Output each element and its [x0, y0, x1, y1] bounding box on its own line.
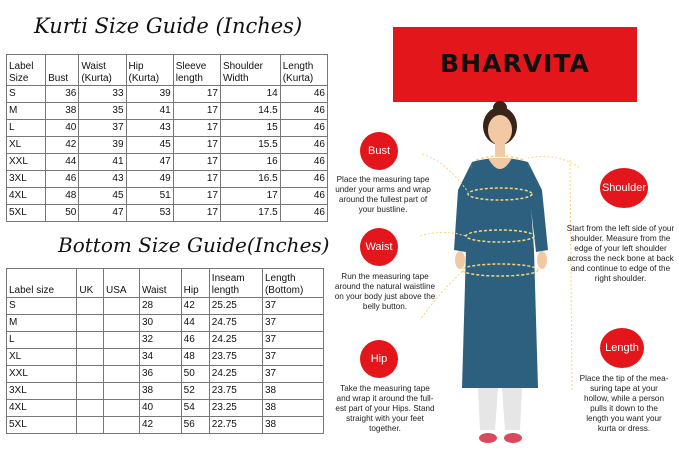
kurti-table-cell: 35 [79, 103, 126, 120]
kurti-table-cell: 5XL [7, 205, 46, 222]
bottom-col-header [103, 269, 139, 298]
bottom-table-row [7, 366, 324, 383]
bottom-table-cell [103, 349, 139, 366]
kurti-table-cell: 46 [280, 154, 327, 171]
waist-badge [360, 228, 398, 266]
bottom-table-cell: 23.75 [209, 349, 262, 366]
bottom-table-cell [77, 315, 104, 332]
kurti-table-cell: 45 [79, 188, 126, 205]
kurti-table-cell: 14 [220, 86, 280, 103]
waist-instruction-line: belly button. [362, 302, 408, 311]
bottom-table-cell: 37 [262, 349, 323, 366]
bust-badge [360, 132, 398, 170]
kurti-table-cell: 40 [46, 120, 79, 137]
bottom-table-cell: 25.25 [209, 298, 262, 315]
kurti-table-row [7, 86, 328, 103]
waist-instruction-line: Run the measuring tape [341, 272, 429, 281]
kurti-table-cell: 39 [126, 86, 173, 103]
kurti-header-text: Length [282, 61, 314, 72]
bust-instruction-line: your bustline. [358, 205, 408, 214]
kurti-table-cell: 17 [173, 103, 220, 120]
bust-label: Bust [367, 145, 390, 157]
bottom-table-cell [77, 400, 104, 417]
bottom-header-text: Inseam [211, 273, 245, 284]
kurti-header-text: Bust [48, 73, 69, 84]
kurti-table-cell: 43 [126, 120, 173, 137]
bottom-header-text: USA [105, 285, 127, 296]
kurti-table-cell: 46 [280, 137, 327, 154]
waist-instructions [328, 272, 442, 312]
bottom-col-header [181, 269, 209, 298]
bottom-table-cell [103, 315, 139, 332]
bottom-table-cell [77, 349, 104, 366]
bottom-table-cell: 48 [181, 349, 209, 366]
kurti-table-cell: 49 [126, 171, 173, 188]
bottom-table-row [7, 332, 324, 349]
kurti-col-header [126, 55, 173, 86]
kurti-table-cell: 42 [46, 137, 79, 154]
shoulder-instruction-line: Start from the left side of your [566, 224, 675, 233]
kurti-table-cell: 3XL [7, 171, 46, 188]
kurti-table-cell: 41 [126, 103, 173, 120]
kurti-table-cell: 36 [46, 86, 79, 103]
bottom-table-cell: 42 [139, 417, 181, 434]
bottom-table-cell: 37 [262, 315, 323, 332]
bottom-table-cell: XXL [7, 366, 77, 383]
bottom-table-cell: XL [7, 349, 77, 366]
kurti-table-cell: 17 [173, 171, 220, 188]
bottom-header-text: (Bottom) [264, 285, 304, 296]
kurti-col-header [280, 55, 327, 86]
kurti-size-guide-title: Kurti Size Guide (Inches) [34, 14, 303, 38]
bottom-table-cell: M [7, 315, 77, 332]
bottom-col-header [77, 269, 104, 298]
bust-instruction-line: Place the measuring tape [336, 175, 430, 184]
kurti-table-cell: 47 [126, 154, 173, 171]
bottom-table-row [7, 400, 324, 417]
kurti-table-cell: 41 [79, 154, 126, 171]
length-instruction-line: pulls it down to the [590, 404, 658, 413]
bottom-table-cell: 24.25 [209, 366, 262, 383]
kurti-header-row [7, 55, 328, 86]
bottom-size-guide-title: Bottom Size Guide(Inches) [58, 233, 330, 257]
kurti-table-cell: 33 [79, 86, 126, 103]
hip-instruction-line: together. [369, 424, 401, 433]
bottom-header-text: UK [79, 285, 94, 296]
bottom-table-cell [77, 332, 104, 349]
bottom-table-cell: 37 [262, 332, 323, 349]
kurti-table-cell: 46 [280, 86, 327, 103]
bottom-table-cell [103, 332, 139, 349]
length-label: Length [605, 342, 639, 354]
bottom-col-header [209, 269, 262, 298]
bottom-table-cell: 32 [139, 332, 181, 349]
bottom-table-cell: 23.75 [209, 383, 262, 400]
bottom-table-cell: L [7, 332, 77, 349]
bottom-table-cell [77, 417, 104, 434]
length-instruction-line: suring tape at your [590, 384, 658, 393]
bust-instruction-line: under your arms and wrap [335, 185, 431, 194]
bottom-table-cell: 46 [181, 332, 209, 349]
bust-instructions [328, 175, 438, 215]
kurti-table-cell: 17 [220, 188, 280, 205]
kurti-table-cell: L [7, 120, 46, 137]
kurti-table-cell: 17.5 [220, 205, 280, 222]
kurti-table-cell: 46 [280, 171, 327, 188]
kurti-table-row [7, 205, 328, 222]
bottom-table-cell: 24.25 [209, 332, 262, 349]
bottom-table-cell [77, 383, 104, 400]
brand-banner [393, 27, 637, 102]
kurti-table-cell: 47 [79, 205, 126, 222]
kurti-table-cell: 17 [173, 86, 220, 103]
bottom-table-cell: 38 [262, 417, 323, 434]
kurti-table-cell: XXL [7, 154, 46, 171]
kurti-header-text: Width [222, 73, 249, 84]
kurti-table-row [7, 103, 328, 120]
kurti-table-cell: 46 [280, 205, 327, 222]
kurti-table-cell: 16.5 [220, 171, 280, 188]
kurti-header-text: Label [9, 61, 34, 72]
bottom-header-text: Waist [141, 285, 167, 296]
kurti-header-text: length [175, 73, 203, 84]
kurti-table-cell: 16 [220, 154, 280, 171]
bottom-table-cell [103, 298, 139, 315]
kurti-size-table [6, 54, 328, 222]
kurti-col-header [46, 55, 79, 86]
bottom-table-cell: 28 [139, 298, 181, 315]
kurti-table-cell: 43 [79, 171, 126, 188]
bottom-table-cell: 38 [262, 400, 323, 417]
kurti-table-row [7, 137, 328, 154]
kurti-header-text: (Kurta) [282, 73, 314, 84]
length-instruction-line: hollow, while a person [583, 394, 665, 403]
kurti-table-cell: 17 [173, 120, 220, 137]
kurti-table-row [7, 120, 328, 137]
kurti-table-cell: 51 [126, 188, 173, 205]
bottom-col-header [7, 269, 77, 298]
shoulder-instruction-line: across the neck bone at back [567, 254, 674, 263]
bottom-table-cell: 22.75 [209, 417, 262, 434]
kurti-header-text: Sleeve [175, 61, 207, 72]
bottom-table-cell: 37 [262, 298, 323, 315]
brand-name: BHARVITA [440, 49, 590, 78]
kurti-header-text: Waist [81, 61, 106, 72]
kurti-table-cell: 14.5 [220, 103, 280, 120]
bottom-table-cell [77, 366, 104, 383]
kurti-table-cell: 17 [173, 154, 220, 171]
bottom-col-header [139, 269, 181, 298]
kurti-table-cell: 37 [79, 120, 126, 137]
bottom-table-cell: 54 [181, 400, 209, 417]
bottom-table-cell: 30 [139, 315, 181, 332]
kurti-table-cell: 50 [46, 205, 79, 222]
bottom-table-cell: 36 [139, 366, 181, 383]
length-instruction-line: kurta or dress. [597, 424, 651, 433]
kurti-col-header [220, 55, 280, 86]
bottom-table-cell: 5XL [7, 417, 77, 434]
shoulder-instruction-line: shoulder. Measure from the [570, 234, 671, 243]
kurti-table-row [7, 171, 328, 188]
bottom-header-text: Label size [9, 285, 55, 296]
shoulder-instruction-line: edge of your left shoulder [574, 244, 667, 253]
hip-instruction-line: and wrap it around the full- [336, 394, 434, 403]
bottom-table-cell: 34 [139, 349, 181, 366]
kurti-table-cell: 45 [126, 137, 173, 154]
bottom-table-row [7, 417, 324, 434]
bottom-header-text: length [211, 285, 240, 296]
bottom-table-cell: 24.75 [209, 315, 262, 332]
bottom-header-row [7, 269, 324, 298]
kurti-header-text: (Kurta) [128, 73, 160, 84]
kurti-col-header [79, 55, 126, 86]
kurti-table-cell: 46 [280, 120, 327, 137]
kurti-col-header [173, 55, 220, 86]
bottom-table-cell: 38 [139, 383, 181, 400]
bottom-table-cell: 44 [181, 315, 209, 332]
length-instruction-line: length you want your [586, 414, 662, 423]
bottom-table-cell [103, 383, 139, 400]
bottom-table-row [7, 349, 324, 366]
kurti-table-cell: 39 [79, 137, 126, 154]
kurti-table-cell: XL [7, 137, 46, 154]
hip-instruction-line: Take the measuring tape [340, 384, 430, 393]
shoulder-instruction-line: right shoulder. [594, 274, 647, 283]
hip-instructions [328, 384, 442, 434]
shoulder-badge [600, 168, 648, 208]
bottom-table-cell: 52 [181, 383, 209, 400]
waist-label: Waist [365, 241, 393, 253]
kurti-table-cell: S [7, 86, 46, 103]
shoulder-instructions [562, 224, 679, 284]
bottom-table-cell: 56 [181, 417, 209, 434]
bottom-table-row [7, 383, 324, 400]
bottom-table-cell: 4XL [7, 400, 77, 417]
kurti-table-cell: 48 [46, 188, 79, 205]
bottom-table-cell: 3XL [7, 383, 77, 400]
bottom-table-cell [103, 400, 139, 417]
kurti-header-text: Size [9, 73, 29, 84]
kurti-header-text: Shoulder [222, 61, 263, 72]
kurti-table-cell: 53 [126, 205, 173, 222]
bottom-table-cell [77, 298, 104, 315]
bottom-table-cell [103, 366, 139, 383]
shoulder-label: Shoulder [601, 182, 647, 194]
kurti-table-cell: 38 [46, 103, 79, 120]
kurti-table-cell: 44 [46, 154, 79, 171]
shoulder-instruction-line: and continue to edge of the [570, 264, 671, 273]
bottom-table-cell [103, 417, 139, 434]
bottom-table-cell: 40 [139, 400, 181, 417]
bottom-table-cell: 42 [181, 298, 209, 315]
waist-instruction-line: around the natural waistline [334, 282, 436, 291]
length-instruction-line: Place the tip of the mea- [579, 374, 669, 383]
kurti-col-header [7, 55, 46, 86]
bottom-size-table [6, 268, 324, 434]
kurti-table-cell: 17 [173, 137, 220, 154]
length-badge [600, 328, 644, 368]
kurti-table-cell: 46 [46, 171, 79, 188]
hip-instruction-line: straight with your feet [346, 414, 424, 423]
bottom-table-row [7, 298, 324, 315]
kurti-table-cell: 15.5 [220, 137, 280, 154]
bottom-table-cell: 38 [262, 383, 323, 400]
kurti-table-row [7, 188, 328, 205]
kurti-table-cell: 46 [280, 103, 327, 120]
kurti-header-text: (Kurta) [81, 73, 112, 84]
kurti-table-cell: 4XL [7, 188, 46, 205]
bottom-header-text: Length [264, 273, 296, 284]
hip-instruction-line: est part of your Hips. Stand [335, 404, 435, 413]
bottom-table-cell: S [7, 298, 77, 315]
hip-label: Hip [370, 353, 388, 365]
kurti-table-cell: 17 [173, 205, 220, 222]
kurta-model-illustration [420, 100, 580, 460]
kurti-table-cell: 46 [280, 188, 327, 205]
kurti-table-row [7, 154, 328, 171]
bust-instruction-line: around the fullest part of [338, 195, 428, 204]
bottom-col-header [262, 269, 323, 298]
kurti-table-cell: 15 [220, 120, 280, 137]
bottom-header-text: Hip [183, 285, 199, 296]
waist-instruction-line: on your body just above the [334, 292, 436, 301]
kurti-table-cell: M [7, 103, 46, 120]
bottom-table-cell: 23.25 [209, 400, 262, 417]
bottom-table-cell: 50 [181, 366, 209, 383]
kurti-header-text: Hip [128, 61, 144, 72]
bottom-table-cell: 37 [262, 366, 323, 383]
hip-badge [360, 340, 398, 378]
length-instructions [572, 374, 676, 434]
kurti-table-cell: 17 [173, 188, 220, 205]
bottom-table-row [7, 315, 324, 332]
